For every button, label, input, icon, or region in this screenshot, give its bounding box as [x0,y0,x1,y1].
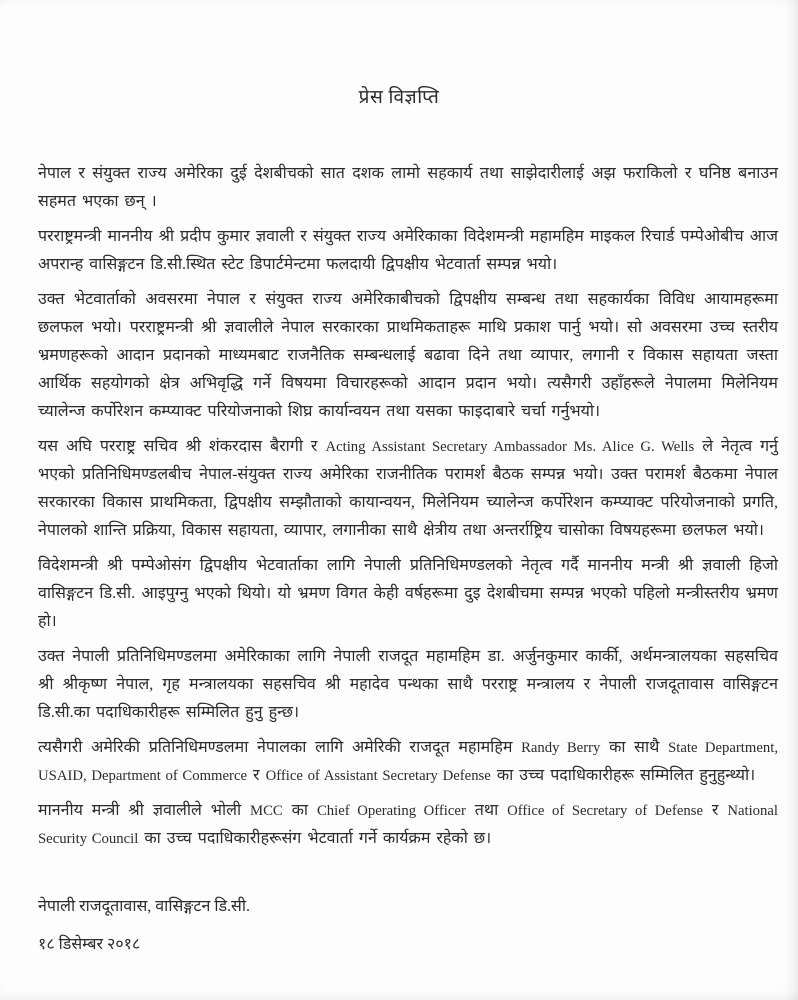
page-title: प्रेस विज्ञप्ति [358,87,440,108]
date-line: १८ डिसेम्बर २०१८ [38,936,141,953]
document-footer [38,893,760,959]
signature-line: नेपाली राजदूतावास, वासिङ्गटन डि.सी. [38,898,251,915]
latin-text-run: Office of Assistant Secretary Defense [265,768,491,784]
devanagari-text-run: का उच्च पदाधिकारीहरूसंग भेटवार्ता गर्ने कार्यक्रम रहेको छ। [138,830,492,847]
latin-text-run: National Security Council [38,803,778,847]
devanagari-text-run: का उच्च पदाधिकारीहरू सम्मिलित हुनुहुन्थ्यो। [490,767,756,784]
paragraph [38,643,778,727]
paragraph [38,433,778,545]
devanagari-text-run: का साथै [600,739,669,756]
devanagari-text-run: परराष्ट्रमन्त्री माननीय श्री प्रदीप कुमार ज्ञवाली र संयुक्त राज्य अमेरिकाका विदेशमन्त्री महामहिम माइकल रिचार्ड पम्पेओबीच आज अपरान्ह वासिङ्गटन डि.सी.स्थित स्टेट डिपार्टमेन्टमा फलदायी द्विपक्षीय भेटवार्ता सम्पन्न भयो। [38,228,778,273]
devanagari-text-run: त्यसैगरी अमेरिकी प्रतिनिधिमण्डलमा नेपालका लागि अमेरिकी राजदूत महामहिम [38,739,522,756]
paragraph [38,552,778,636]
document-body [38,160,778,853]
devanagari-text-run: र [703,802,728,819]
paragraph [38,734,778,790]
latin-text-run: Randy Berry [521,740,601,756]
devanagari-text-run: ले नेतृत्व गर्नु भएको प्रतिनिधिमण्डलबीच नेपाल-संयुक्त राज्य अमेरिका राजनीतिक परामर्श बैठक सम्पन्न भयो। उक्त परामर्श बैठकमा नेपाल सरकारका विकास प्राथमिकता, द्विपक्षीय सम्झौताको कायान्वयन, मिलेनियम च्यालेन्ज कर्पोरेशन कम्प्याक्ट परियोजनाको प्रगति, नेपालको शान्ति प्रक्रिया, विकास सहायता, व्यापार, लगानीका साथै क्षेत्रीय तथा अन्तर्राष्ट्रिय चासोका विषयहरूमा छलफल भयो। [38,438,779,539]
devanagari-text-run: नेपाल र संयुक्त राज्य अमेरिका दुई देशबीचको सात दशक लामो सहकार्य तथा साझेदारीलाई अझ फराकिलो र घनिष्ठ बनाउन सहमत भएका छन् । [38,165,778,210]
devanagari-text-run: र [247,767,266,784]
devanagari-text-run: माननीय मन्त्री श्री ज्ञवालीले भोली [38,802,251,819]
devanagari-text-run: उक्त भेटवार्ताको अवसरमा नेपाल र संयुक्त राज्य अमेरिकाबीचको द्विपक्षीय सम्बन्ध तथा सहकार्यका विविध आयामहरूमा छलफल भयो। परराष्ट्रमन्त्री श्री ज्ञवालीले नेपाल सरकारका प्राथमिकताहरू माथि प्रकाश पार्नु भयो। सो अवसरमा उच्च स्तरीय भ्रमणहरूको आदान प्रदानको माध्यमबाट राजनैतिक सम्बन्धलाई बढावा दिने तथा व्यापार, लगानी र विकास सहायता जस्ता आर्थिक सहयोगको क्षेत्र अभिवृद्धि गर्ने विषयमा विचारहरूको आदान प्रदान भयो। त्यसैगरी उहाँहरूले नेपालमा मिलेनियम च्यालेन्ज कर्पोरेशन कम्प्याक्ट परियोजनाको शिघ्र कार्यान्वयन तथा यसका फाइदाबारे चर्चा गर्नुभयो। [38,291,778,420]
devanagari-text-run: का [282,802,317,819]
latin-text-run: Chief Operating Officer [316,803,466,819]
devanagari-text-run: तथा [465,802,508,819]
latin-text-run: Office of Secretary of Defense [507,803,703,819]
latin-text-run: MCC [250,803,283,819]
devanagari-text-run: यस अघि परराष्ट्र सचिव श्री शंकरदास बैरागी र [38,438,326,455]
paragraph [38,223,778,279]
devanagari-text-run: विदेशमन्त्री श्री पम्पेओसंग द्विपक्षीय भेटवार्ताका लागि नेपाली प्रतिनिधिमण्डलको नेतृत्व गर्दै माननीय मन्त्री श्री ज्ञवाली हिजो वासिङ्गटन डि.सी. आइपुग्नु भएको थियो। यो भ्रमण विगत केही वर्षहरूमा दुइ देशबीचमा सम्पन्न भएको पहिलो मन्त्रीस्तरीय भ्रमण हो। [38,557,778,630]
latin-text-run: State Department, USAID, Department of Commerce [38,740,779,784]
paragraph [38,797,778,853]
paragraph [38,286,778,426]
latin-text-run: Acting Assistant Secretary Ambassador Ms. Alice G. Wells [325,439,695,455]
paragraph [38,160,778,216]
devanagari-text-run: उक्त नेपाली प्रतिनिधिमण्डलमा अमेरिकाका लागि नेपाली राजदूत महामहिम डा. अर्जुनकुमार कार्की, अर्थमन्त्रालयका सहसचिव श्री श्रीकृष्ण नेपाल, गृह मन्त्रालयका सहसचिव श्री महादेव पन्थका साथै परराष्ट्र मन्त्रालय र नेपाली राजदूतावास वासिङ्गटन डि.सी.का पदाधिकारीहरू सम्मिलित हुनु हुन्छ। [38,648,778,721]
